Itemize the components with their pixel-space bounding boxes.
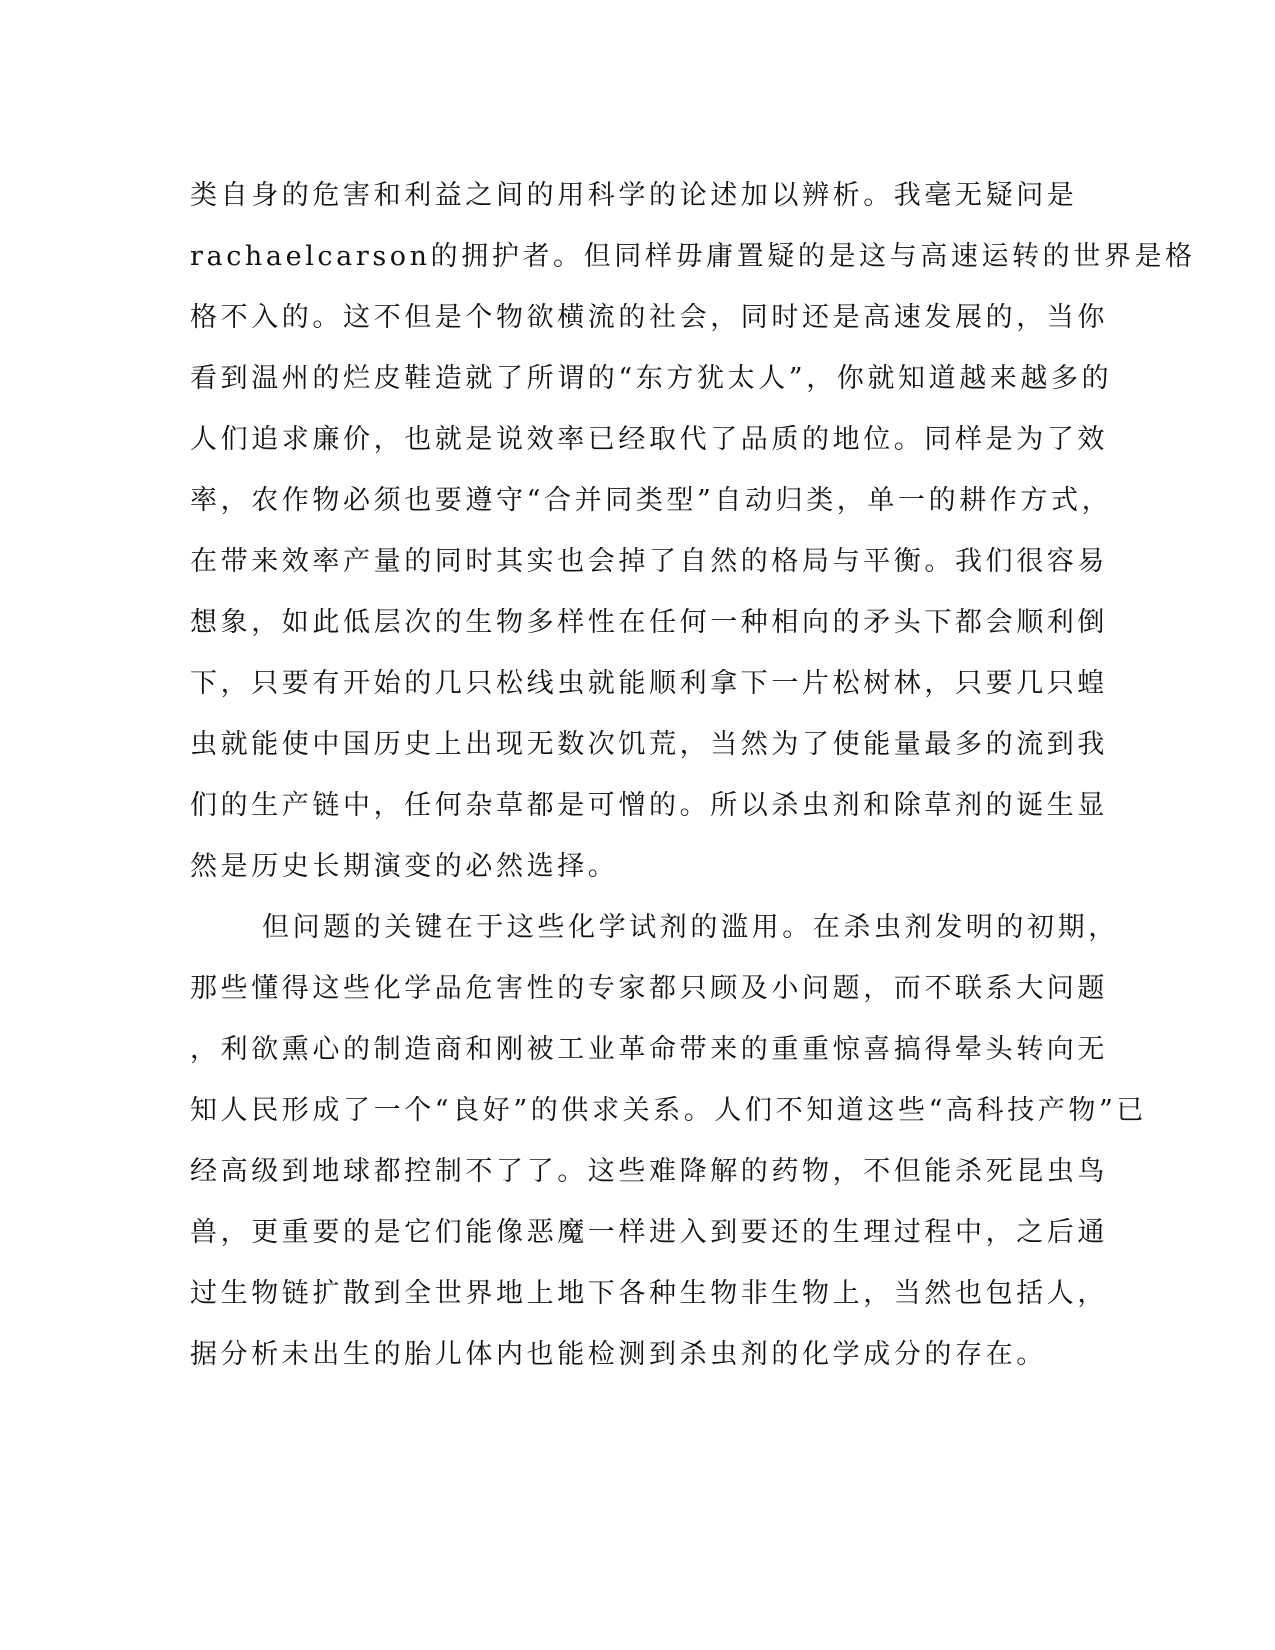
text-line: 那些懂得这些化学品危害性的专家都只顾及小问题，而不联系大问题 <box>190 973 1108 1004</box>
text-line: 们的生产链中，任何杂草都是可憎的。所以杀虫剂和除草剂的诞生显 <box>190 790 1108 821</box>
text-line: 然是历史长期演变的必然选择。 <box>190 851 619 882</box>
text-line: 据分析未出生的胎儿体内也能检测到杀虫剂的化学成分的存在。 <box>190 1339 1047 1370</box>
text-line: 在带来效率产量的同时其实也会掉了自然的格局与平衡。我们很容易 <box>190 546 1108 577</box>
text-line: rachaelcarson的拥护者。但同样毋庸置疑的是这与高速运转的世界是格 <box>190 241 1196 272</box>
text-line: 兽，更重要的是它们能像恶魔一样进入到要还的生理过程中，之后通 <box>190 1217 1108 1248</box>
paragraph-start-line: 但问题的关键在于这些化学试剂的滥用。在杀虫剂发明的初期， <box>262 912 1119 943</box>
text-line: 下，只要有开始的几只松线虫就能顺利拿下一片松树林，只要几只蝗 <box>190 668 1108 699</box>
text-line: 人们追求廉价，也就是说效率已经取代了品质的地位。同样是为了效 <box>190 424 1108 455</box>
text-line: 知人民形成了一个“良好”的供求关系。人们不知道这些“高科技产物”已 <box>190 1095 1148 1126</box>
text-line: 格不入的。这不但是个物欲横流的社会，同时还是高速发展的，当你 <box>190 302 1108 333</box>
text-line: 经高级到地球都控制不了了。这些难降解的药物，不但能杀死昆虫鸟 <box>190 1156 1108 1187</box>
text-line: ，利欲熏心的制造商和刚被工业革命带来的重重惊喜搞得晕头转向无 <box>190 1034 1108 1065</box>
text-line: 虫就能使中国历史上出现无数次饥荒，当然为了使能量最多的流到我 <box>190 729 1108 760</box>
text-line: 率，农作物必须也要遵守“合并同类型”自动归类，单一的耕作方式， <box>190 485 1113 516</box>
text-line: 类自身的危害和利益之间的用科学的论述加以辨析。我毫无疑问是 <box>190 180 1078 211</box>
text-line: 想象，如此低层次的生物多样性在任何一种相向的矛头下都会顺利倒 <box>190 607 1108 638</box>
text-line: 过生物链扩散到全世界地上地下各种生物非生物上，当然也包括人， <box>190 1278 1108 1309</box>
text-line: 看到温州的烂皮鞋造就了所谓的“东方犹太人”，你就知道越来越多的 <box>190 363 1113 394</box>
body-text <box>190 165 1196 1385</box>
